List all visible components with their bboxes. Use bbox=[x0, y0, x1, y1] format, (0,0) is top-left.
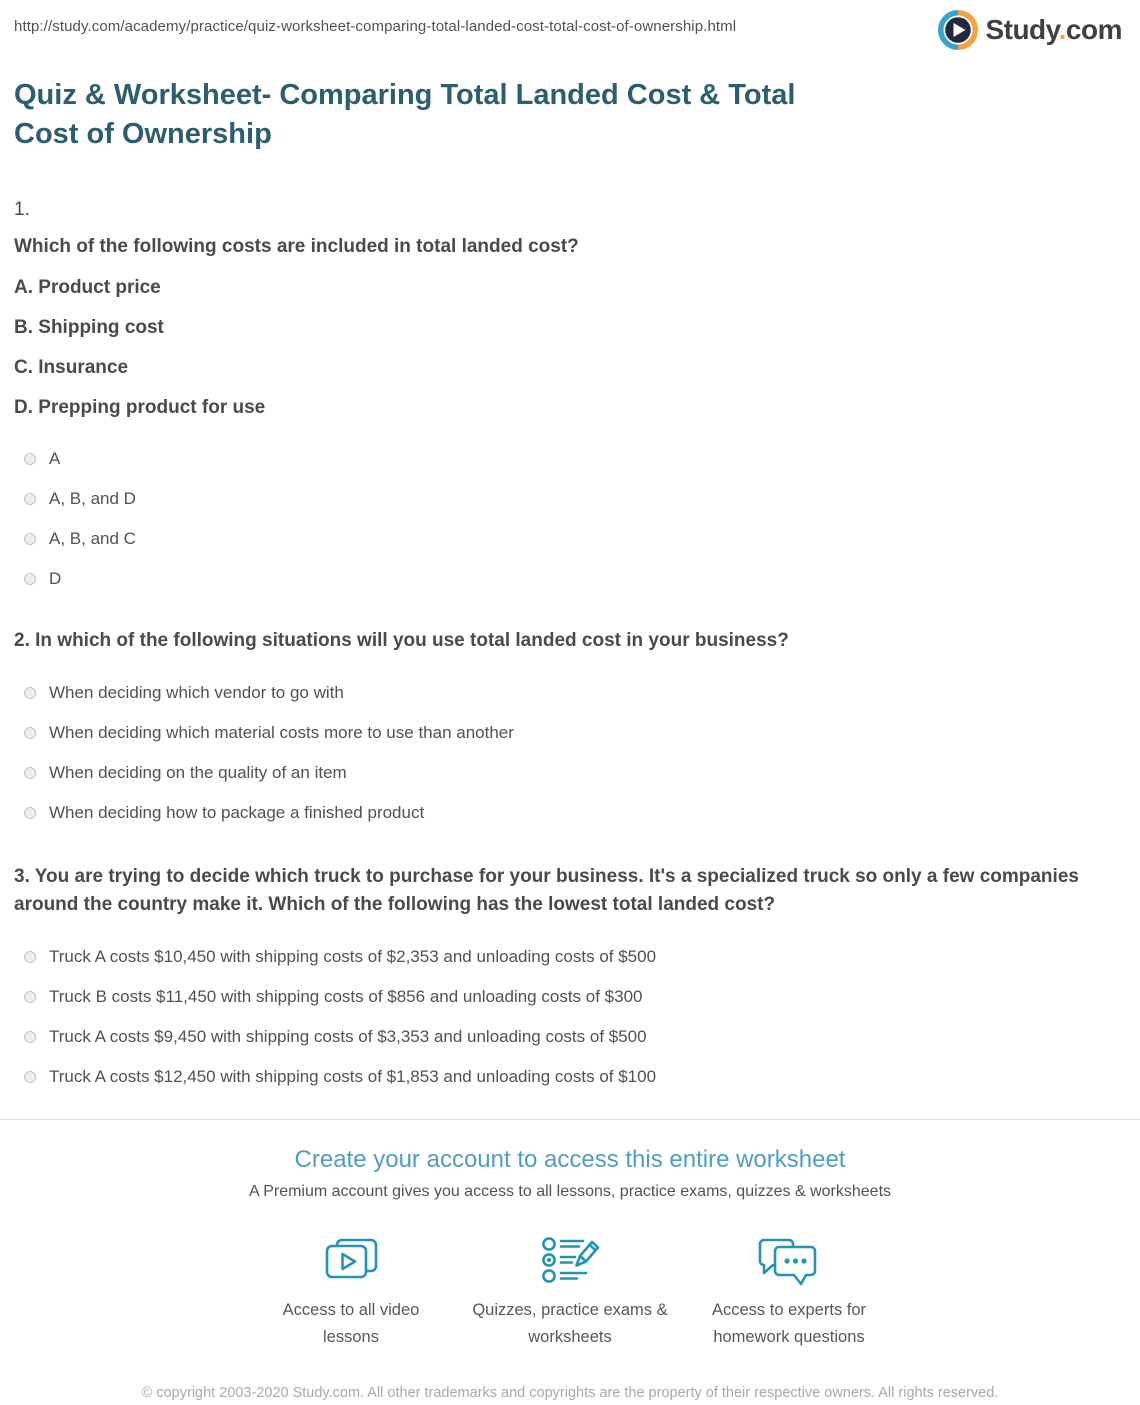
question-2 bbox=[14, 627, 1120, 825]
question-1-options bbox=[14, 447, 1120, 591]
radio-button[interactable] bbox=[24, 687, 36, 699]
radio-button[interactable] bbox=[24, 533, 36, 545]
studycom-logo[interactable] bbox=[938, 10, 1122, 50]
answer-option[interactable]: Truck A costs $10,450 with shipping costs of $2,353 and unloading costs of $500 bbox=[14, 945, 1120, 969]
top-bar bbox=[0, 0, 1140, 50]
question-3 bbox=[14, 863, 1120, 1089]
answer-option[interactable]: When deciding which vendor to go with bbox=[14, 681, 1120, 705]
question-1-choice-d: D. Prepping product for use bbox=[14, 397, 266, 419]
question-3-text: 3. You are trying to decide which truck to purchase for your business. It's a specialized truck so only a few companies around the country make it. Which of the following has the lowest total landed cost? bbox=[14, 866, 1079, 916]
studycom-wordmark: Study.com bbox=[985, 14, 1122, 45]
question-1-choice-b: B. Shipping cost bbox=[14, 317, 164, 339]
radio-button[interactable] bbox=[24, 727, 36, 739]
answer-option[interactable]: A, B, and D bbox=[14, 487, 1120, 511]
feature-label: Access to all video lessons bbox=[282, 1301, 420, 1347]
feature-video-lessons bbox=[242, 1235, 461, 1351]
question-1-number: 1. bbox=[14, 199, 30, 221]
radio-button[interactable] bbox=[24, 493, 36, 505]
radio-button[interactable] bbox=[24, 991, 36, 1003]
radio-button[interactable] bbox=[24, 807, 36, 819]
radio-button[interactable] bbox=[24, 573, 36, 585]
page-title: Quiz & Worksheet- Comparing Total Landed Cost & Total Cost of Ownership bbox=[14, 79, 796, 150]
feature-quizzes bbox=[461, 1235, 680, 1351]
feature-label: Quizzes, practice exams & worksheets bbox=[472, 1301, 668, 1347]
cta-section bbox=[0, 1146, 1140, 1351]
question-2-text: 2. In which of the following situations will you use total landed cost in your business? bbox=[14, 630, 789, 652]
quizzes-worksheets-icon bbox=[539, 1235, 601, 1287]
cta-subtitle: A Premium account gives you access to all lessons, practice exams, quizzes & worksheets bbox=[248, 1183, 892, 1201]
page-footer bbox=[0, 1381, 1140, 1405]
answer-option[interactable]: Truck A costs $12,450 with shipping costs of $1,853 and unloading costs of $100 bbox=[14, 1065, 1120, 1089]
answer-option[interactable]: A bbox=[14, 447, 1120, 471]
answer-option[interactable]: When deciding which material costs more to use than another bbox=[14, 721, 1120, 745]
radio-button[interactable] bbox=[24, 767, 36, 779]
radio-button[interactable] bbox=[24, 453, 36, 465]
answer-option[interactable]: A, B, and C bbox=[14, 527, 1120, 551]
radio-button[interactable] bbox=[24, 951, 36, 963]
answer-option[interactable]: When deciding how to package a finished product bbox=[14, 801, 1120, 825]
feature-experts bbox=[680, 1235, 899, 1351]
copyright-text: © copyright 2003-2020 Study.com. All other trademarks and copyrights are the property of their respective owners. All rights reserved. bbox=[141, 1385, 999, 1402]
question-1 bbox=[14, 199, 1120, 591]
answer-option[interactable]: D bbox=[14, 567, 1120, 591]
cta-title: Create your account to access this entire worksheet bbox=[294, 1146, 846, 1174]
answer-option[interactable]: Truck B costs $11,450 with shipping costs of $856 and unloading costs of $300 bbox=[14, 985, 1120, 1009]
question-1-text: Which of the following costs are included in total landed cost? bbox=[14, 236, 579, 258]
radio-button[interactable] bbox=[24, 1031, 36, 1043]
video-lessons-icon bbox=[320, 1235, 382, 1287]
radio-button[interactable] bbox=[24, 1071, 36, 1083]
feature-label: Access to experts for homework questions bbox=[711, 1301, 867, 1347]
chat-experts-icon bbox=[756, 1235, 822, 1287]
studycom-play-icon bbox=[938, 10, 978, 50]
question-1-choice-c: C. Insurance bbox=[14, 357, 129, 379]
page-url: http://study.com/academy/practice/quiz-worksheet-comparing-total-landed-cost-total-cost-of-ownership.html bbox=[14, 18, 737, 35]
question-2-options bbox=[14, 681, 1120, 825]
answer-option[interactable]: When deciding on the quality of an item bbox=[14, 761, 1120, 785]
section-divider bbox=[0, 1119, 1140, 1120]
question-3-options bbox=[14, 945, 1120, 1089]
question-1-choice-a: A. Product price bbox=[14, 277, 161, 299]
feature-list bbox=[0, 1235, 1140, 1351]
answer-option[interactable]: Truck A costs $9,450 with shipping costs of $3,353 and unloading costs of $500 bbox=[14, 1025, 1120, 1049]
